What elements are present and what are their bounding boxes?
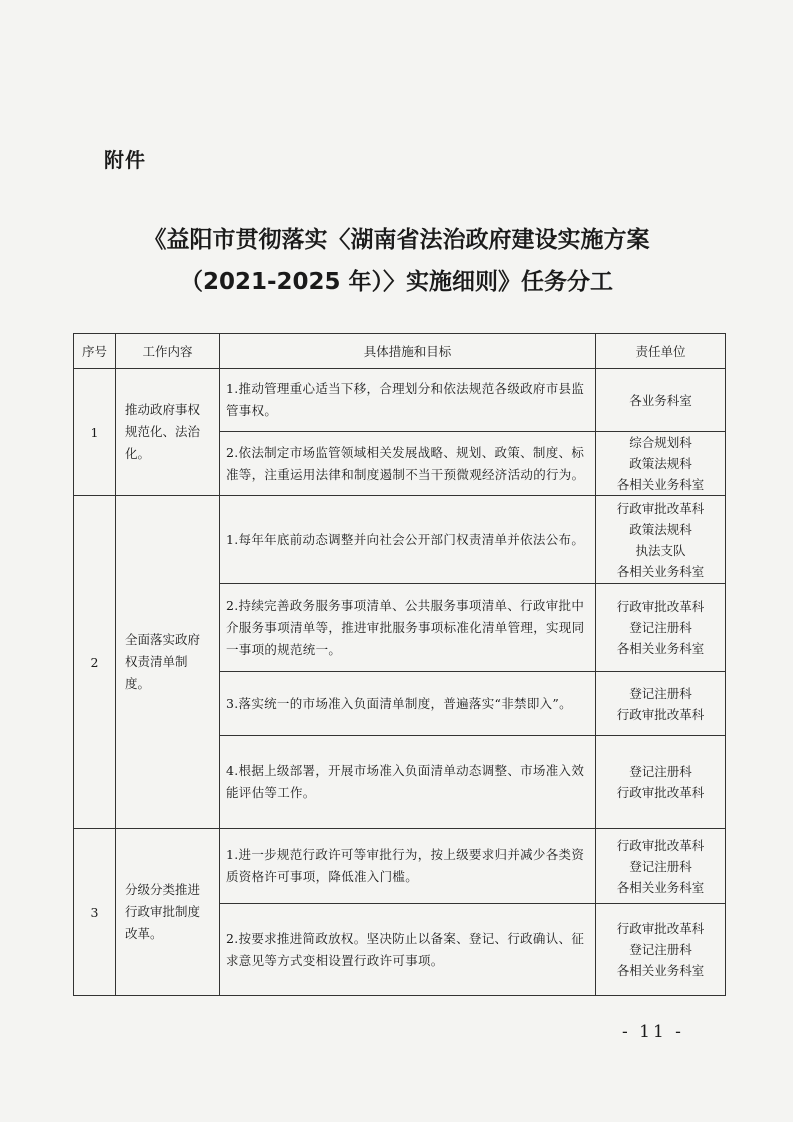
unit-name: 登记注册科 [629,620,692,635]
page-number: - 11 - [622,1022,684,1042]
header-work: 工作内容 [116,334,220,369]
measure-cell: 1.每年年底前动态调整并向社会公开部门权责清单并依法公布。 [220,496,596,584]
unit-name: 登记注册科 [629,942,692,957]
unit-name: 政策法规科 [629,456,692,471]
unit-name: 各相关业务科室 [616,641,705,656]
header-seq: 序号 [74,334,116,369]
group-work: 推动政府事权规范化、法治化。 [116,369,220,496]
unit-cell [596,672,726,736]
document-title-line-1: 《益阳市贯彻落实〈湖南省法治政府建设实施方案 [143,227,650,253]
unit-name: 行政审批改革科 [616,599,705,614]
measure-cell: 2.持续完善政务服务事项清单、公共服务事项清单、行政审批中介服务事项清单等，推进审批服务事项标准化清单管理，实现同一事项的规范统一。 [220,584,596,672]
measure-cell: 2.按要求推进简政放权。坚决防止以备案、登记、行政确认、征求意见等方式变相设置行政许可事项。 [220,904,596,996]
measure-cell: 1.进一步规范行政许可等审批行为，按上级要求归并减少各类资质资格许可事项，降低准入门槛。 [220,829,596,904]
unit-cell [596,584,726,672]
attachment-label: 附件 [104,148,146,172]
group-seq: 2 [74,496,116,829]
unit-cell [596,904,726,996]
unit-cell [596,496,726,584]
measure-cell: 1.推动管理重心适当下移，合理划分和依法规范各级政府市县监管事权。 [220,369,596,432]
unit-name: 各相关业务科室 [616,563,705,579]
unit-cell [596,432,726,496]
measure-cell: 3.落实统一的市场准入负面清单制度，普遍落实“非禁即入”。 [220,672,596,736]
unit-name: 行政审批改革科 [616,500,705,516]
unit-name: 登记注册科 [629,764,692,779]
group-seq: 1 [74,369,116,496]
unit-name: 各相关业务科室 [616,963,705,978]
unit-name: 登记注册科 [629,685,692,701]
unit-cell [596,736,726,829]
unit-name: 政策法规科 [629,521,692,537]
measure-cell: 2.依法制定市场监管领域相关发展战略、规划、政策、制度、标准等，注重运用法律和制度遏制不当干预微观经济活动的行为。 [220,432,596,496]
measure-cell: 4.根据上级部署，开展市场准入负面清单动态调整、市场准入效能评估等工作。 [220,736,596,829]
table-row [74,829,726,904]
table-header-row [74,334,726,369]
document-title-line-2: （2021-2025 年）〉实施细则》任务分工 [179,269,614,295]
group-work: 分级分类推进行政审批制度改革。 [116,829,220,996]
unit-name: 执法支队 [635,542,686,558]
header-measures: 具体措施和目标 [220,334,596,369]
table-row [74,369,726,432]
unit-name: 各相关业务科室 [616,879,705,895]
unit-name: 行政审批改革科 [616,785,705,800]
unit-name: 登记注册科 [629,858,692,874]
group-seq: 3 [74,829,116,996]
unit-name: 综合规划科 [629,435,692,450]
unit-name: 各相关业务科室 [616,477,705,492]
group-work: 全面落实政府权责清单制度。 [116,496,220,829]
header-units: 责任单位 [596,334,726,369]
unit-name: 各业务科室 [629,392,692,408]
unit-name: 行政审批改革科 [616,706,705,722]
unit-cell [596,369,726,432]
unit-cell [596,829,726,904]
unit-name: 行政审批改革科 [616,921,705,936]
unit-name: 行政审批改革科 [616,837,705,853]
task-table [73,333,726,996]
table-row [74,496,726,584]
